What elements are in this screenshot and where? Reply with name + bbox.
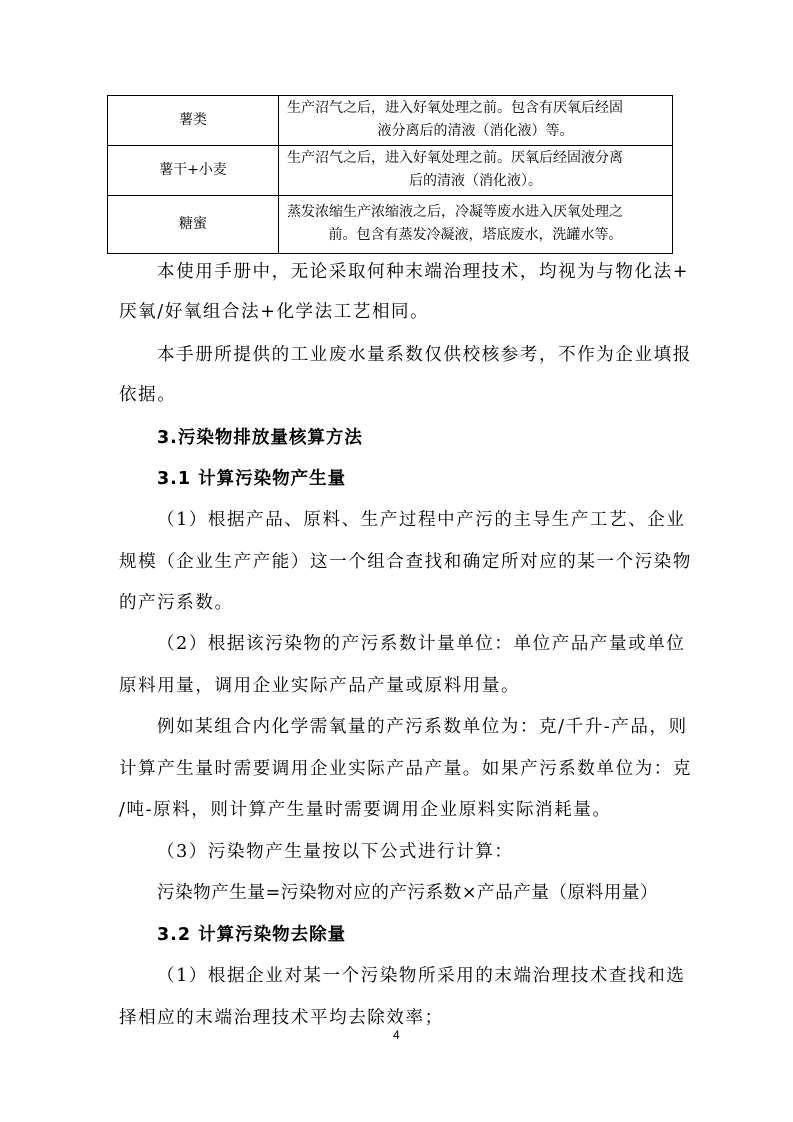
material-cell: 糖蜜 xyxy=(108,196,279,254)
paragraph-line: 本使用手册中，无论采取何种末端治理技术，均视为与物化法+ xyxy=(157,262,689,282)
paragraph-line: （1）根据产品、原料、生产过程中产污的主导生产工艺、企业 xyxy=(157,510,686,530)
paragraph-line: 例如某组合内化学需氧量的产污系数单位为：克/千升-产品，则 xyxy=(157,717,688,737)
paragraph-line: 择相应的末端治理技术平均去除效率； xyxy=(119,1008,444,1028)
table-row xyxy=(108,196,673,254)
description-line: 蒸发浓缩生产浓缩液之后，冷凝等废水进入厌氧处理之 xyxy=(287,204,623,220)
description-cell xyxy=(279,96,673,146)
table-row xyxy=(108,96,673,146)
paragraph-line: 原料用量，调用企业实际产品产量或原料用量。 xyxy=(119,676,521,696)
wastewater-table xyxy=(107,95,673,254)
description-line: 后的清液（消化液）。 xyxy=(409,173,542,189)
paragraph-line: 本手册所提供的工业废水量系数仅供校核参考，不作为企业填报 xyxy=(157,345,692,365)
section-heading: 3.污染物排放量核算方法 xyxy=(157,428,363,448)
material-cell: 薯类 xyxy=(108,96,279,146)
material-cell: 薯干+小麦 xyxy=(108,146,279,196)
paragraph-line: /吨-原料，则计算产生量时需要调用企业原料实际消耗量。 xyxy=(119,800,612,820)
table-row xyxy=(108,146,673,196)
description-line: 液分离后的清液（消化液）等。 xyxy=(377,123,574,139)
description-cell xyxy=(279,146,673,196)
paragraph-line: （1）根据企业对某一个污染物所采用的末端治理技术查找和选 xyxy=(157,966,686,986)
paragraph-line: 依据。 xyxy=(119,385,177,405)
subsection-heading: 3.1 计算污染物产生量 xyxy=(157,469,347,489)
formula-line: 污染物产生量=污染物对应的产污系数×产品产量（原料用量） xyxy=(157,883,659,903)
paragraph-line: 的产污系数。 xyxy=(119,593,234,613)
description-cell xyxy=(279,196,673,254)
paragraph-line: 计算产生量时需要调用企业实际产品产量。如果产污系数单位为：克 xyxy=(119,759,692,779)
description-line: 前。包含有蒸发冷凝液，塔底废水，洗罐水等。 xyxy=(328,227,623,243)
paragraph-line: 厌氧/好氧组合法+化学法工艺相同。 xyxy=(119,302,430,322)
description-line: 生产沼气之后，进入好氧处理之前。厌氧后经固液分离 xyxy=(287,150,623,166)
subsection-heading: 3.2 计算污染物去除量 xyxy=(157,925,347,945)
paragraph-line: （3）污染物产生量按以下公式进行计算： xyxy=(157,842,514,862)
page-number: 4 xyxy=(393,1028,400,1042)
paragraph-line: （2）根据该污染物的产污系数计量单位：单位产品产量或单位 xyxy=(157,634,686,654)
paragraph-line: 规模（企业生产产能）这一个组合查找和确定所对应的某一个污染物 xyxy=(119,552,692,572)
description-line: 生产沼气之后，进入好氧处理之前。包含有厌氧后经固 xyxy=(287,100,623,116)
